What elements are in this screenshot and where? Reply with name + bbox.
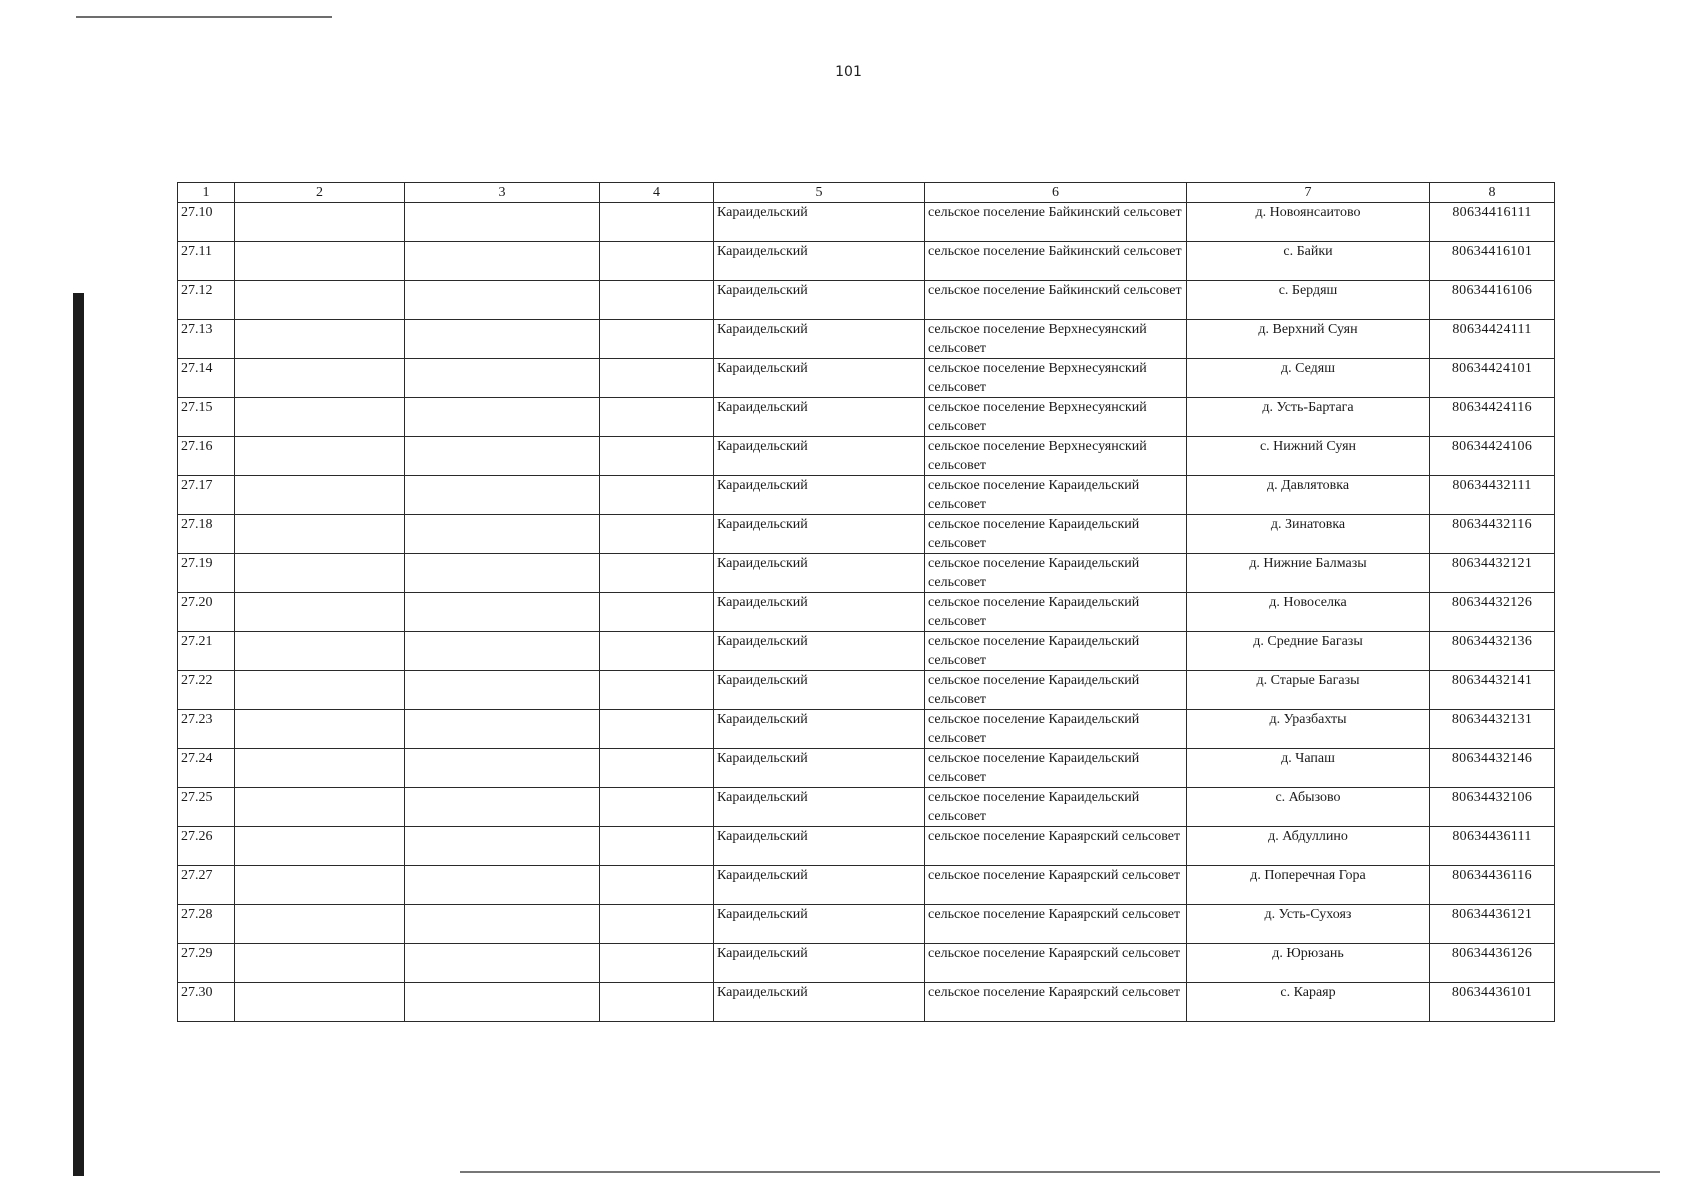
empty-cell <box>235 944 405 983</box>
empty-cell <box>405 242 600 281</box>
empty-cell <box>600 320 714 359</box>
empty-cell <box>405 944 600 983</box>
table-row <box>178 515 1555 554</box>
empty-cell <box>235 983 405 1022</box>
district-cell: Караидельский <box>714 905 925 944</box>
row-number-cell: 27.20 <box>178 593 235 632</box>
table-row <box>178 359 1555 398</box>
empty-cell <box>405 866 600 905</box>
table-row <box>178 203 1555 242</box>
code-cell: 80634424116 <box>1430 398 1555 437</box>
empty-cell <box>235 281 405 320</box>
district-cell: Караидельский <box>714 281 925 320</box>
table-row <box>178 866 1555 905</box>
header-row <box>178 183 1555 203</box>
table-row <box>178 749 1555 788</box>
empty-cell <box>235 320 405 359</box>
empty-cell <box>600 437 714 476</box>
empty-cell <box>235 359 405 398</box>
empty-cell <box>235 398 405 437</box>
code-cell: 80634432131 <box>1430 710 1555 749</box>
district-cell: Караидельский <box>714 944 925 983</box>
table-row <box>178 710 1555 749</box>
table-row <box>178 905 1555 944</box>
locality-cell: д. Юрюзань <box>1187 944 1430 983</box>
code-cell: 80634424106 <box>1430 437 1555 476</box>
table-row <box>178 554 1555 593</box>
empty-cell <box>600 593 714 632</box>
column-header: 8 <box>1430 183 1555 203</box>
empty-cell <box>235 203 405 242</box>
code-cell: 80634416101 <box>1430 242 1555 281</box>
empty-cell <box>405 515 600 554</box>
empty-cell <box>600 515 714 554</box>
empty-cell <box>600 788 714 827</box>
district-cell: Караидельский <box>714 710 925 749</box>
column-header: 5 <box>714 183 925 203</box>
locality-cell: д. Уразбахты <box>1187 710 1430 749</box>
district-cell: Караидельский <box>714 788 925 827</box>
column-header: 7 <box>1187 183 1430 203</box>
code-cell: 80634432141 <box>1430 671 1555 710</box>
settlement-cell: сельское поселение Караидельский сельсовет <box>925 476 1187 515</box>
row-number-cell: 27.11 <box>178 242 235 281</box>
empty-cell <box>405 320 600 359</box>
empty-cell <box>600 710 714 749</box>
district-cell: Караидельский <box>714 437 925 476</box>
empty-cell <box>235 749 405 788</box>
row-number-cell: 27.18 <box>178 515 235 554</box>
top-rule <box>76 16 332 18</box>
settlement-cell: сельское поселение Караярский сельсовет <box>925 866 1187 905</box>
table-row <box>178 983 1555 1022</box>
code-cell: 80634432121 <box>1430 554 1555 593</box>
table-row <box>178 476 1555 515</box>
column-header: 1 <box>178 183 235 203</box>
empty-cell <box>235 476 405 515</box>
empty-cell <box>235 554 405 593</box>
locality-cell: д. Абдуллино <box>1187 827 1430 866</box>
empty-cell <box>235 671 405 710</box>
empty-cell <box>235 866 405 905</box>
locality-cell: с. Караяр <box>1187 983 1430 1022</box>
table-row <box>178 398 1555 437</box>
settlement-cell: сельское поселение Верхнесуянский сельсовет <box>925 359 1187 398</box>
district-cell: Караидельский <box>714 476 925 515</box>
row-number-cell: 27.14 <box>178 359 235 398</box>
bottom-rule <box>460 1171 1660 1173</box>
district-cell: Караидельский <box>714 320 925 359</box>
row-number-cell: 27.22 <box>178 671 235 710</box>
settlement-cell: сельское поселение Верхнесуянский сельсовет <box>925 398 1187 437</box>
empty-cell <box>235 437 405 476</box>
empty-cell <box>600 749 714 788</box>
empty-cell <box>405 710 600 749</box>
empty-cell <box>405 359 600 398</box>
scan-margin-bar <box>73 293 84 1176</box>
row-number-cell: 27.10 <box>178 203 235 242</box>
empty-cell <box>600 944 714 983</box>
row-number-cell: 27.24 <box>178 749 235 788</box>
settlement-cell: сельское поселение Караидельский сельсовет <box>925 554 1187 593</box>
row-number-cell: 27.13 <box>178 320 235 359</box>
table-row <box>178 788 1555 827</box>
page-number: 101 <box>835 64 862 80</box>
code-cell: 80634432111 <box>1430 476 1555 515</box>
table-row <box>178 944 1555 983</box>
code-cell: 80634432116 <box>1430 515 1555 554</box>
locality-cell: д. Новоянсаитово <box>1187 203 1430 242</box>
row-number-cell: 27.17 <box>178 476 235 515</box>
empty-cell <box>235 242 405 281</box>
settlement-cell: сельское поселение Верхнесуянский сельсовет <box>925 437 1187 476</box>
empty-cell <box>405 905 600 944</box>
empty-cell <box>235 710 405 749</box>
district-cell: Караидельский <box>714 359 925 398</box>
code-cell: 80634432126 <box>1430 593 1555 632</box>
locality-cell: д. Нижние Балмазы <box>1187 554 1430 593</box>
settlement-cell: сельское поселение Байкинский сельсовет <box>925 203 1187 242</box>
empty-cell <box>405 827 600 866</box>
empty-cell <box>405 554 600 593</box>
empty-cell <box>600 905 714 944</box>
empty-cell <box>405 788 600 827</box>
row-number-cell: 27.27 <box>178 866 235 905</box>
table-row <box>178 242 1555 281</box>
empty-cell <box>600 398 714 437</box>
locality-cell: с. Байки <box>1187 242 1430 281</box>
settlement-cell: сельское поселение Караярский сельсовет <box>925 983 1187 1022</box>
row-number-cell: 27.15 <box>178 398 235 437</box>
settlement-cell: сельское поселение Караидельский сельсовет <box>925 710 1187 749</box>
empty-cell <box>405 476 600 515</box>
empty-cell <box>600 671 714 710</box>
settlement-cell: сельское поселение Караидельский сельсовет <box>925 788 1187 827</box>
empty-cell <box>235 632 405 671</box>
code-cell: 80634432106 <box>1430 788 1555 827</box>
settlement-cell: сельское поселение Верхнесуянский сельсовет <box>925 320 1187 359</box>
row-number-cell: 27.12 <box>178 281 235 320</box>
row-number-cell: 27.23 <box>178 710 235 749</box>
district-cell: Караидельский <box>714 554 925 593</box>
code-cell: 80634436101 <box>1430 983 1555 1022</box>
empty-cell <box>235 515 405 554</box>
empty-cell <box>405 593 600 632</box>
locality-cell: д. Седяш <box>1187 359 1430 398</box>
row-number-cell: 27.29 <box>178 944 235 983</box>
settlement-cell: сельское поселение Караидельский сельсовет <box>925 593 1187 632</box>
district-cell: Караидельский <box>714 398 925 437</box>
column-header: 3 <box>405 183 600 203</box>
settlement-cell: сельское поселение Караярский сельсовет <box>925 905 1187 944</box>
row-number-cell: 27.26 <box>178 827 235 866</box>
empty-cell <box>405 281 600 320</box>
empty-cell <box>405 437 600 476</box>
empty-cell <box>405 671 600 710</box>
locality-cell: д. Поперечная Гора <box>1187 866 1430 905</box>
table-body <box>178 203 1555 1022</box>
empty-cell <box>235 788 405 827</box>
locality-cell: д. Давлятовка <box>1187 476 1430 515</box>
empty-cell <box>235 905 405 944</box>
locality-cell: д. Средние Багазы <box>1187 632 1430 671</box>
locality-cell: д. Верхний Суян <box>1187 320 1430 359</box>
district-cell: Караидельский <box>714 827 925 866</box>
empty-cell <box>405 632 600 671</box>
table-row <box>178 437 1555 476</box>
empty-cell <box>405 203 600 242</box>
registry-table <box>177 182 1555 1022</box>
row-number-cell: 27.28 <box>178 905 235 944</box>
empty-cell <box>600 476 714 515</box>
settlement-cell: сельское поселение Караярский сельсовет <box>925 827 1187 866</box>
empty-cell <box>405 983 600 1022</box>
table-row <box>178 632 1555 671</box>
row-number-cell: 27.30 <box>178 983 235 1022</box>
code-cell: 80634424111 <box>1430 320 1555 359</box>
code-cell: 80634416106 <box>1430 281 1555 320</box>
empty-cell <box>600 983 714 1022</box>
locality-cell: д. Новоселка <box>1187 593 1430 632</box>
code-cell: 80634432136 <box>1430 632 1555 671</box>
settlement-cell: сельское поселение Караидельский сельсовет <box>925 515 1187 554</box>
table-row <box>178 827 1555 866</box>
empty-cell <box>600 203 714 242</box>
row-number-cell: 27.16 <box>178 437 235 476</box>
district-cell: Караидельский <box>714 866 925 905</box>
row-number-cell: 27.25 <box>178 788 235 827</box>
empty-cell <box>235 593 405 632</box>
table-row <box>178 593 1555 632</box>
empty-cell <box>405 749 600 788</box>
locality-cell: д. Усть-Бартага <box>1187 398 1430 437</box>
empty-cell <box>405 398 600 437</box>
district-cell: Караидельский <box>714 593 925 632</box>
empty-cell <box>600 281 714 320</box>
locality-cell: с. Абызово <box>1187 788 1430 827</box>
district-cell: Караидельский <box>714 632 925 671</box>
row-number-cell: 27.19 <box>178 554 235 593</box>
empty-cell <box>600 554 714 593</box>
table-row <box>178 671 1555 710</box>
code-cell: 80634436121 <box>1430 905 1555 944</box>
locality-cell: д. Зинатовка <box>1187 515 1430 554</box>
settlement-cell: сельское поселение Байкинский сельсовет <box>925 281 1187 320</box>
settlement-cell: сельское поселение Байкинский сельсовет <box>925 242 1187 281</box>
code-cell: 80634436126 <box>1430 944 1555 983</box>
locality-cell: с. Нижний Суян <box>1187 437 1430 476</box>
code-cell: 80634432146 <box>1430 749 1555 788</box>
column-header: 2 <box>235 183 405 203</box>
code-cell: 80634436116 <box>1430 866 1555 905</box>
locality-cell: д. Чапаш <box>1187 749 1430 788</box>
settlement-cell: сельское поселение Караидельский сельсовет <box>925 749 1187 788</box>
settlement-cell: сельское поселение Караидельский сельсовет <box>925 671 1187 710</box>
column-header: 4 <box>600 183 714 203</box>
code-cell: 80634416111 <box>1430 203 1555 242</box>
district-cell: Караидельский <box>714 983 925 1022</box>
empty-cell <box>235 827 405 866</box>
code-cell: 80634436111 <box>1430 827 1555 866</box>
district-cell: Караидельский <box>714 515 925 554</box>
column-header: 6 <box>925 183 1187 203</box>
row-number-cell: 27.21 <box>178 632 235 671</box>
code-cell: 80634424101 <box>1430 359 1555 398</box>
table-row <box>178 320 1555 359</box>
empty-cell <box>600 632 714 671</box>
district-cell: Караидельский <box>714 242 925 281</box>
locality-cell: д. Усть-Сухояз <box>1187 905 1430 944</box>
district-cell: Караидельский <box>714 203 925 242</box>
district-cell: Караидельский <box>714 671 925 710</box>
locality-cell: д. Старые Багазы <box>1187 671 1430 710</box>
empty-cell <box>600 359 714 398</box>
table-row <box>178 281 1555 320</box>
empty-cell <box>600 827 714 866</box>
empty-cell <box>600 242 714 281</box>
settlement-cell: сельское поселение Караярский сельсовет <box>925 944 1187 983</box>
settlement-cell: сельское поселение Караидельский сельсовет <box>925 632 1187 671</box>
empty-cell <box>600 866 714 905</box>
locality-cell: с. Бердяш <box>1187 281 1430 320</box>
district-cell: Караидельский <box>714 749 925 788</box>
